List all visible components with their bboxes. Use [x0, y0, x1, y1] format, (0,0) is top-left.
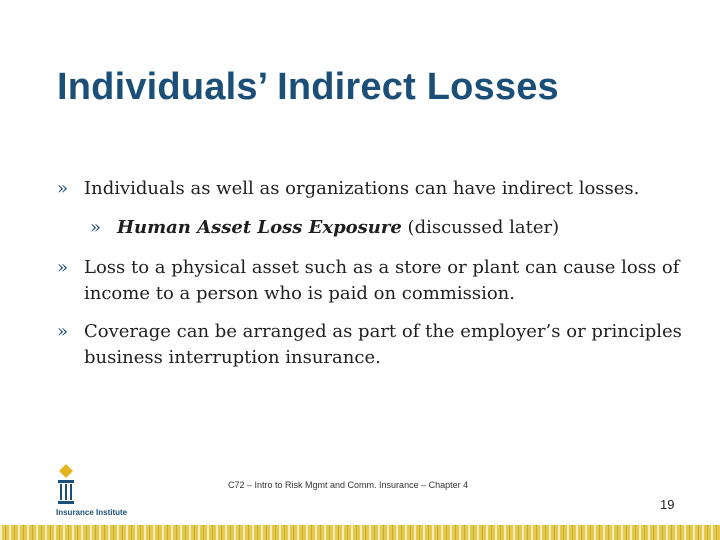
bullet-marker: » [57, 257, 69, 278]
footer-text: C72 – Intro to Risk Mgmt and Comm. Insurance – Chapter 4 [228, 480, 469, 490]
bullet-text: Coverage can be arranged as part of the employer’s or principles business interruption insurance. [84, 321, 682, 368]
sub-bullet-rest: (discussed later) [401, 217, 560, 238]
sub-bullet-text [90, 215, 637, 241]
bullet-item-1 [57, 176, 684, 202]
bullet-item-3 [57, 319, 684, 371]
slide-title: Individuals’ Indirect Losses [57, 66, 559, 108]
bullet-text: Individuals as well as organizations can have indirect losses. [84, 178, 640, 199]
bullet-marker: » [90, 217, 102, 238]
decorative-bottom-band [0, 525, 720, 540]
bullet-item-2 [57, 255, 684, 307]
logo-text: Insurance Institute [56, 508, 128, 517]
emphasis-text: Human Asset Loss Exposure [117, 217, 402, 238]
page-number: 19 [660, 497, 675, 512]
sub-bullet-item-1 [90, 215, 637, 241]
bullet-text: Loss to a physical asset such as a store or plant can cause loss of income to a person who is paid on commission. [84, 257, 680, 304]
bullet-marker: » [57, 321, 69, 342]
bullet-marker: » [57, 178, 69, 199]
